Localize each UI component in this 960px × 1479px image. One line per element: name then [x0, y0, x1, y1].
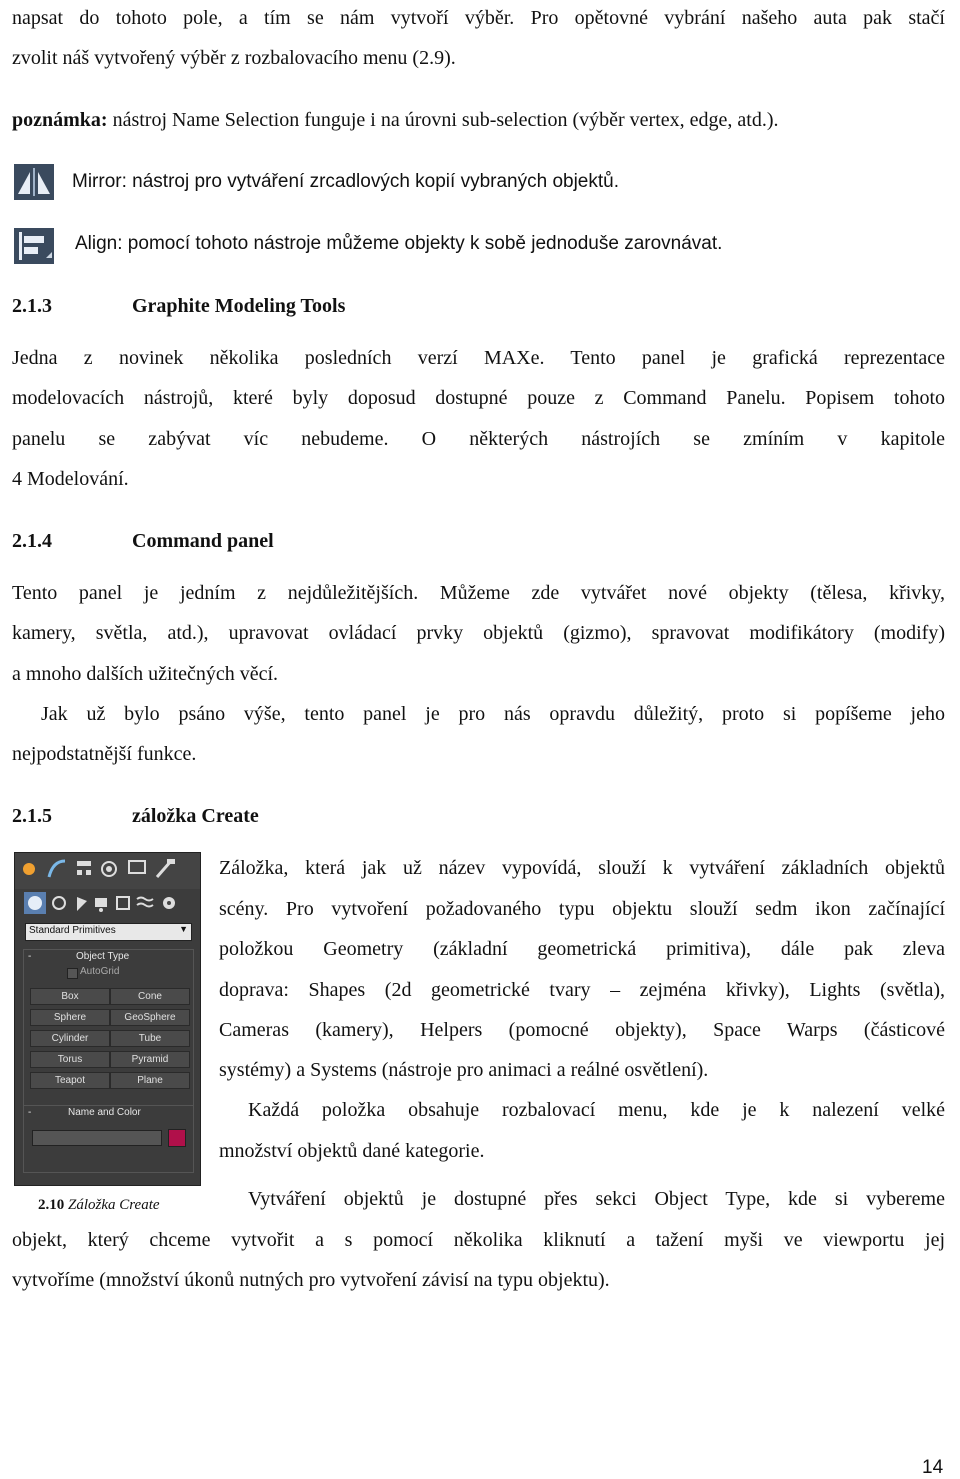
paragraph-line: množství objektů dané kategorie. [219, 1140, 485, 1162]
page-number: 14 [922, 1457, 944, 1478]
dropdown-selected-value: Standard Primitives [29, 925, 116, 936]
caption-number: 2.10 [38, 1197, 65, 1213]
autogrid-checkbox[interactable] [67, 968, 78, 979]
command-panel-screenshot [14, 852, 201, 1186]
lights-icon [77, 897, 87, 911]
systems-icon [163, 897, 175, 909]
paragraph-line: Záložka, která jak už název vypovídá, slouží k vytváření základních objektů [219, 857, 945, 879]
paragraph-line: objekt, který chceme vytvořit a s pomocí několika kliknutí a tažení myši ve viewportu jej [12, 1229, 945, 1251]
paragraph-line: Jak už bylo psáno výše, tento panel je pro nás opravdu důležitý, proto si popíšeme jeho [41, 703, 945, 725]
note-line [12, 108, 778, 132]
command-panel-tabs [15, 853, 200, 889]
section-title: záložka Create [132, 805, 259, 827]
paragraph-line: zvolit náš vytvořený výběr z rozbalovacího menu (2.9). [12, 47, 456, 69]
paragraph-line: modelovacích nástrojů, které byly doposud dostupné pouze z Command Panelu. Popisem tohoto [12, 387, 945, 409]
sphere-button[interactable]: Sphere [30, 1009, 110, 1026]
align-icon [14, 228, 54, 264]
paragraph-line: Tento panel je jedním z nejdůležitějších. Můžeme zde vytvářet nové objekty (tělesa, křivky, [12, 582, 945, 604]
mirror-icon [14, 164, 54, 200]
rollout-title[interactable]: Object Type [76, 951, 130, 962]
section-number: 2.1.4 [12, 530, 52, 552]
rollout-title[interactable]: Name and Color [68, 1107, 141, 1118]
section-heading-2-1-3 [12, 294, 345, 318]
paragraph-line: 4 Modelování. [12, 468, 129, 490]
paragraph-line: vytvoříme (množství úkonů nutných pro vytvoření závisí na typu objektu). [12, 1269, 610, 1291]
paragraph-line: panelu se zabývat víc nebudeme. O některých nástrojích se zmíním v kapitole [12, 428, 945, 450]
cylinder-button[interactable]: Cylinder [30, 1030, 110, 1047]
collapse-icon[interactable]: - [28, 1107, 32, 1118]
cameras-icon [95, 898, 107, 912]
mirror-description: Mirror: nástroj pro vytváření zrcadlových kopií vybraných objektů. [72, 171, 619, 192]
create-tab-icon [23, 863, 35, 875]
paragraph-line: napsat do tohoto pole, a tím se nám vytvoří výběr. Pro opětovné vybrání našeho auta pak stačí [12, 7, 945, 29]
cone-button[interactable]: Cone [110, 988, 190, 1005]
section-heading-2-1-4 [12, 529, 274, 553]
plane-button[interactable]: Plane [110, 1072, 190, 1089]
torus-button[interactable]: Torus [30, 1051, 110, 1068]
section-title: Graphite Modeling Tools [132, 295, 346, 317]
paragraph-line: a mnoho dalších užitečných věcí. [12, 663, 279, 685]
note-text: nástroj Name Selection funguje i na úrovni sub-selection (výběr vertex, edge, atd.). [107, 109, 779, 131]
pyramid-button[interactable]: Pyramid [110, 1051, 190, 1068]
shapes-icon [53, 897, 65, 909]
autogrid-label: AutoGrid [80, 966, 120, 977]
note-label: poznámka: [12, 109, 108, 131]
collapse-icon[interactable]: - [28, 951, 32, 962]
paragraph-line: scény. Pro vytvoření požadovaného typu objektu slouží sedm ikon začínající [219, 898, 945, 920]
align-description: Align: pomocí tohoto nástroje můžeme objekty k sobě jednoduše zarovnávat. [75, 233, 723, 254]
paragraph-line: kamery, světla, atd.), upravovat ovládací prvky objektů (gizmo), spravovat modifikátory (modify) [12, 622, 945, 644]
object-type-rollout [23, 949, 194, 1106]
figure-caption [38, 1195, 160, 1215]
object-category-icons [15, 889, 200, 919]
name-and-color-rollout [23, 1105, 194, 1173]
paragraph-line: doprava: Shapes (2d geometrické tvary – zejména křivky), Lights (světla), [219, 979, 945, 1001]
section-heading-2-1-5 [12, 804, 259, 828]
section-number: 2.1.5 [12, 805, 52, 827]
color-swatch[interactable] [168, 1129, 186, 1147]
paragraph-line: systémy) a Systems (nástroje pro animaci a reálné osvětlení). [219, 1059, 709, 1081]
space-warps-icon [137, 898, 153, 907]
paragraph-line: Jedna z novinek několika posledních verzí MAXe. Tento panel je grafická reprezentace [12, 347, 945, 369]
box-button[interactable]: Box [30, 988, 110, 1005]
caption-text: Záložka Create [64, 1197, 160, 1213]
section-number: 2.1.3 [12, 295, 52, 317]
paragraph-line: Cameras (kamery), Helpers (pomocné objekty), Space Warps (částicové [219, 1019, 945, 1041]
object-name-input[interactable] [32, 1130, 162, 1146]
paragraph-line: Každá položka obsahuje rozbalovací menu, kde je k nalezení velké [248, 1099, 945, 1121]
paragraph-line: Vytváření objektů je dostupné přes sekci Object Type, kde si vybereme [248, 1188, 945, 1210]
geosphere-button[interactable]: GeoSphere [110, 1009, 190, 1026]
section-title: Command panel [132, 530, 274, 552]
teapot-button[interactable]: Teapot [30, 1072, 110, 1089]
tube-button[interactable]: Tube [110, 1030, 190, 1047]
paragraph-line: položkou Geometry (základní geometrická primitiva), dále pak zleva [219, 938, 945, 960]
geometry-icon [28, 896, 42, 910]
paragraph-line: nejpodstatnější funkce. [12, 743, 197, 765]
chevron-down-icon: ▼ [179, 924, 188, 934]
primitives-dropdown[interactable] [25, 923, 192, 941]
helpers-icon [117, 897, 129, 909]
